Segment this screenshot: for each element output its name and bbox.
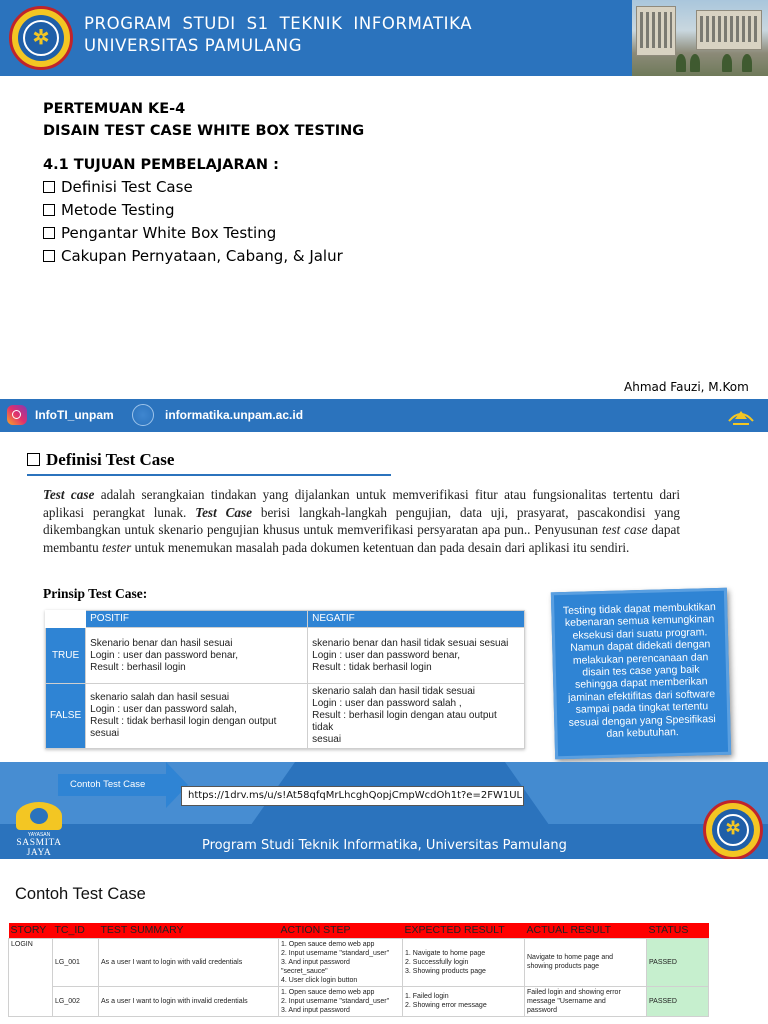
checkbox-icon [43, 250, 55, 262]
col-status: STATUS [647, 923, 709, 938]
checkbox-icon [27, 453, 40, 466]
foundation-label: YAYASAN [27, 832, 51, 838]
header-negatif: NEGATIF [308, 611, 525, 628]
title-underline [27, 474, 391, 476]
sasmita-emblem-icon [16, 802, 62, 830]
story-cell: LOGIN [9, 938, 53, 1016]
sasmita-jaya-logo [4, 802, 74, 857]
unpam-logo: ✲ [703, 800, 763, 859]
row-label-true: TRUE [46, 628, 86, 684]
status-cell: PASSED [647, 986, 709, 1016]
slide1-content [43, 98, 364, 268]
principle-table [45, 610, 525, 749]
objective-item: Definisi Test Case [43, 176, 364, 199]
cell-true-positif: Skenario benar dan hasil sesuai Login : user dan password benar, Result : berhasil login [86, 628, 308, 684]
col-tc-id: TC_ID [53, 923, 99, 938]
author-name: Ahmad Fauzi, M.Kom [624, 380, 749, 394]
summary-cell: As a user I want to login with valid credentials [99, 938, 279, 986]
table-header-row [9, 923, 709, 938]
table-row [9, 986, 709, 1016]
summary-cell: As a user I want to login with invalid credentials [99, 986, 279, 1016]
steps-cell: 1. Open sauce demo web app 2. Input username "standard_user" 3. And input password [279, 986, 403, 1016]
example-test-case-button[interactable]: Contoh Test Case [58, 774, 166, 796]
col-actual: ACTUAL RESULT [525, 923, 647, 938]
objectives-list [43, 176, 364, 268]
expected-cell: 1. Navigate to home page 2. Successfully login 3. Showing products page [403, 938, 525, 986]
expected-cell: 1. Failed login 2. Showing error message [403, 986, 525, 1016]
cell-false-negatif: skenario salah dan hasil tidak sesuai Login : user dan password salah , Result : berhasil login dengan atau output tidak sesuai [308, 684, 525, 749]
checkbox-icon [43, 227, 55, 239]
col-action-step: ACTION STEP [279, 923, 403, 938]
sasmita-mini-logo [727, 403, 755, 427]
checkbox-icon [43, 204, 55, 216]
table-row [46, 628, 525, 684]
objective-item: Pengantar White Box Testing [43, 222, 364, 245]
test-case-table [8, 923, 709, 1017]
campus-photo [632, 0, 768, 76]
example-link[interactable]: https://1drv.ms/u/s!At58qfqMrLhcghQopjCmpWcdOh1t?e=2FW1UL [181, 786, 524, 806]
example-title: Contoh Test Case [15, 885, 146, 903]
instagram-handle[interactable]: InfoTI_unpam [35, 408, 114, 422]
checkbox-icon [43, 181, 55, 193]
steps-cell: 1. Open sauce demo web app 2. Input username "standard_user" 3. And input password "secret_sauce" 4. User click login button [279, 938, 403, 986]
globe-icon [132, 404, 154, 426]
website-link[interactable]: informatika.unpam.ac.id [165, 408, 304, 422]
col-expected: EXPECTED RESULT [403, 923, 525, 938]
definition-paragraph: Test case adalah serangkaian tindakan yang dijalankan untuk memverifikasi fitur atau fungsionalitas tertentu dari aplikasi perangkat lunak. Test Case berisi langkah-langkah pengujian, data uji, prasyarat, pascakondisi yang dikembangkan untuk skenario pengujian khusus untuk memverifikasi persyaratan apa pun.. Penyusunan test case dapat membantu tester untuk menemukan masalah pada dokumen ketentuan dan pada desain dari aplikasi itu sendiri. [43, 487, 681, 555]
actual-cell: Failed login and showing error message "Username and password [525, 986, 647, 1016]
definition-title: Definisi Test Case [27, 450, 174, 470]
cell-true-negatif: skenario benar dan hasil tidak sesuai sesuai Login : user dan password benar, Result : tidak berhasil login [308, 628, 525, 684]
table-row [9, 938, 709, 986]
cell-false-positif: skenario salah dan hasil sesuai Login : user dan password salah, Result : tidak berhasil login dengan output sesuai [86, 684, 308, 749]
principle-title: Prinsip Test Case: [43, 586, 148, 601]
slide2-footer-text: Program Studi Teknik Informatika, Universitas Pamulang [202, 838, 567, 853]
slide2 [0, 432, 768, 859]
meeting-topic: DISAIN TEST CASE WHITE BOX TESTING [43, 123, 365, 139]
slide3 [0, 859, 768, 1024]
status-cell: PASSED [647, 938, 709, 986]
objective-item: Metode Testing [43, 199, 364, 222]
actual-cell: Navigate to home page and showing products page [525, 938, 647, 986]
objective-item: Cakupan Pernyataan, Cabang, & Jalur [43, 245, 364, 268]
col-story: STORY [9, 923, 53, 938]
program-title-line1: PROGRAM STUDI S1 TEKNIK INFORMATIKA [84, 14, 473, 33]
header-positif: POSITIF [86, 611, 308, 628]
row-label-false: FALSE [46, 684, 86, 749]
slide1-header [0, 0, 768, 76]
foundation-name: SASMITA JAYA [16, 838, 62, 858]
tc-id-cell: LG_001 [53, 938, 99, 986]
tc-id-cell: LG_002 [53, 986, 99, 1016]
col-summary: TEST SUMMARY [99, 923, 279, 938]
program-title-line2: UNIVERSITAS PAMULANG [84, 36, 303, 55]
instagram-icon [7, 405, 27, 425]
unpam-logo: ✲ [9, 6, 73, 70]
objectives-title: 4.1 TUJUAN PEMBELAJARAN : [43, 157, 279, 173]
testing-note: Testing tidak dapat membuktikan kebenaran semua kemungkinan eksekusi dari suatu program. Namun dapat didekati dengan melakukan perencanaan dan disain tes case yang baik sehingga dapat memberikan jaminan efektifitas dari software sampai pada tingkat tertentu sesuai dengan yang Spesifikasi dan kebutuhan. [551, 588, 731, 760]
program-title [84, 13, 472, 57]
table-row [46, 684, 525, 749]
slide1-footer [0, 399, 768, 432]
meeting-number: PERTEMUAN KE-4 [43, 101, 186, 117]
